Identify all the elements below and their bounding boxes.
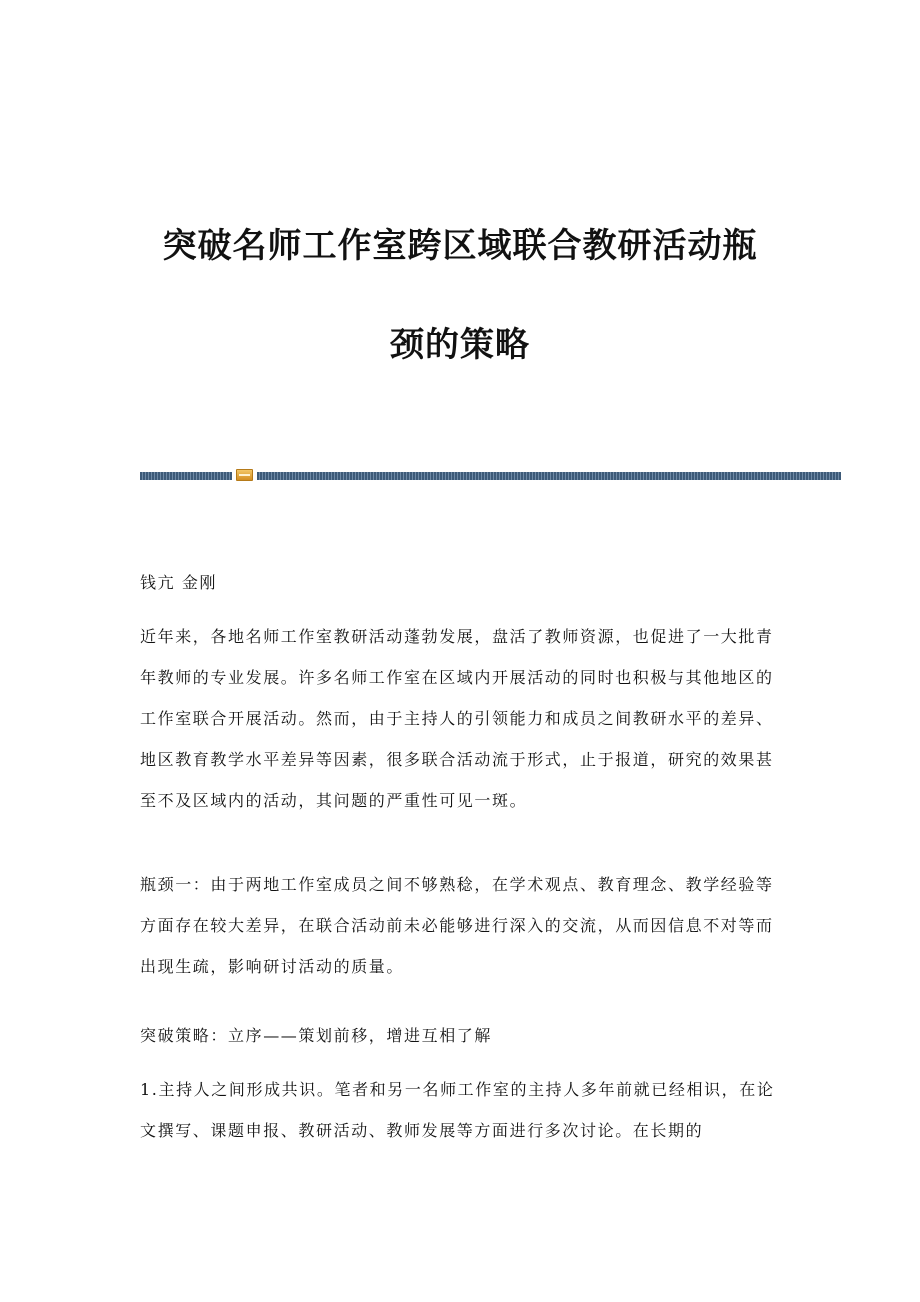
body-paragraph: 近年来，各地名师工作室教研活动蓬勃发展，盘活了教师资源，也促进了一大批青年教师的专业发展。许多名师工作室在区域内开展活动的同时也积极与其他地区的工作室联合开展活动。然而，由于主持人的引领能力和成员之间教研水平的差异、地区教育教学水平差异等因素，很多联合活动流于形式，止于报道，研究的效果甚至不及区域内的活动，其问题的严重性可见一斑。 <box>140 627 774 810</box>
bottleneck-paragraph: 瓶颈一：由于两地工作室成员之间不够熟稔，在学术观点、教育理念、教学经验等方面存在较大差异，在联合活动前未必能够进行深入的交流，从而因信息不对等而出现生疏，影响研讨活动的质量。 <box>140 875 774 976</box>
document-title-line-2: 颈的策略 <box>390 325 530 365</box>
document-title-line-1: 突破名师工作室跨区域联合教研活动瓶 <box>162 226 758 266</box>
strategy-item-paragraph: 1.主持人之间形成共识。笔者和另一名师工作室的主持人多年前就已经相识，在论文撰写、课题申报、教研活动、教师发展等方面进行多次讨论。在长期的 <box>140 1080 775 1140</box>
divider-ornament-icon <box>236 469 253 481</box>
strategy-heading: 突破策略：立序——策划前移，增进互相了解 <box>140 1026 493 1045</box>
divider-bar-right <box>257 472 841 480</box>
title-divider <box>140 469 841 481</box>
divider-bar-left <box>140 472 232 480</box>
author-line: 钱亢 金刚 <box>140 573 218 592</box>
